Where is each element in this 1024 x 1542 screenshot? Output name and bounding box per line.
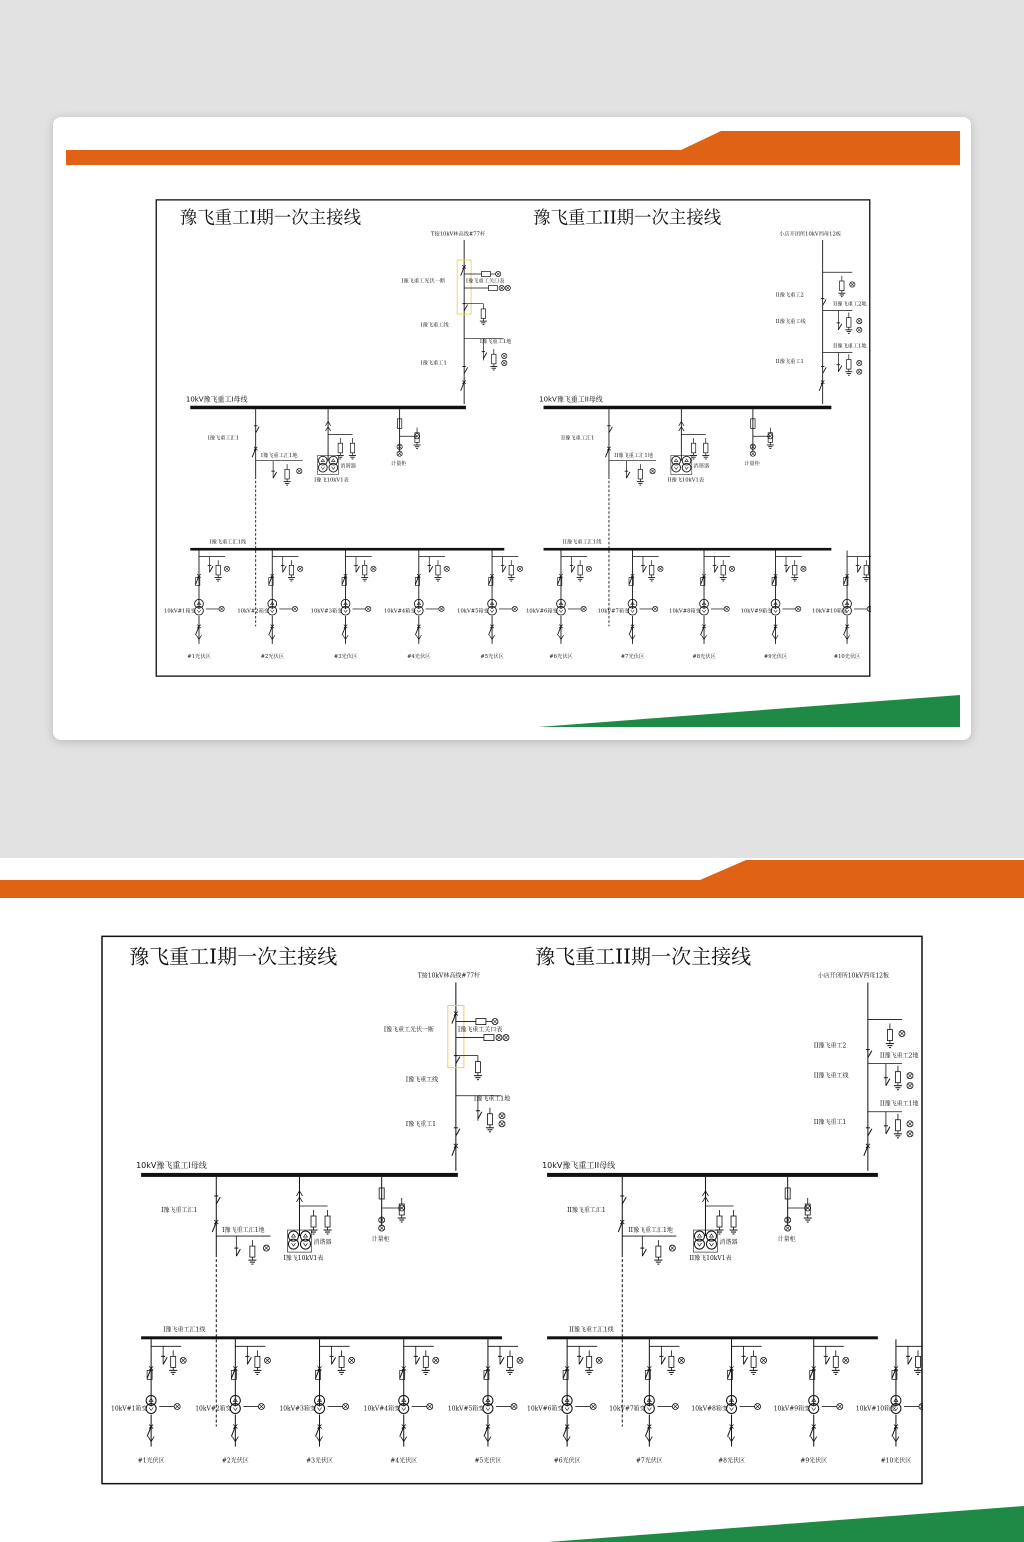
- diagram-top: [155, 199, 871, 677]
- green-banner: [538, 695, 960, 727]
- orange-banner: [0, 860, 1024, 898]
- orange-banner: [66, 131, 960, 165]
- green-banner: [548, 1506, 1024, 1542]
- diagram-bottom: [101, 935, 923, 1485]
- preview-card-top: [53, 117, 971, 740]
- preview-panel-bottom: [0, 858, 1024, 1542]
